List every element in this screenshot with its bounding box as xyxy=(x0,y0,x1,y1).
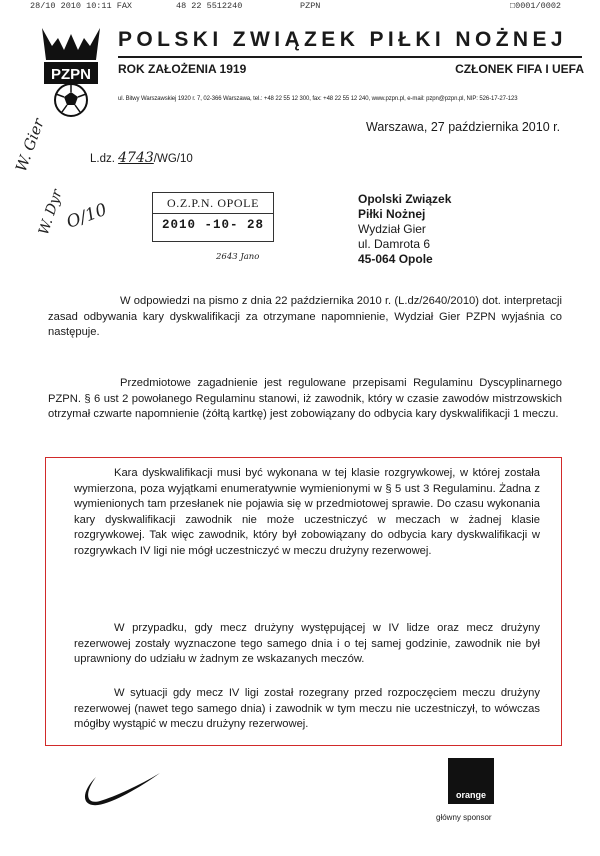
paragraph-2: Przedmiotowe zagadnienie jest regulowane przepisami Regulaminu Dyscyplinarnego PZPN. § 6 ust 2 powołanego Regulaminu stanowi, iż zawodnik, który w czasie zawodów mistrzowskich otrzymał czwarte napomnienie (żółtą kartkę) jest zobowiązany do odbycia kary dyskwalifikacji 1 meczu. xyxy=(48,377,562,421)
org-address: ul. Bitwy Warszawskiej 1920 r. 7, 02-366 Warszawa, tel.: +48 22 55 12 300, fax: +48 22 55 12 240, www.pzpn.pl, e-mail: pzpn@pzpn.pl, NIP: 526-17-27-123 xyxy=(118,96,518,102)
recipient-line-4: ul. Damrota 6 xyxy=(358,237,431,251)
margin-note-1: W. Gier xyxy=(12,116,48,175)
reference-prefix: L.dz. xyxy=(90,153,115,165)
margin-note-2: W. Dyr xyxy=(36,187,66,237)
paragraph-3: Kara dyskwalifikacji musi być wykonana w tej klasie rozgrywkowej, w której została wymierzona, poza wyjątkami enumeratywnie wymienionymi w § 5 ust 3 Regulaminu. Żadna z wymienionych tam przesłanek nie pojawia się w przedmiotowej sprawie. Do czasu wykonania kary dyskwalifikacji zawodnik nie może uczestniczyć w meczach w żadnej klasie rozgrywkowej. Tak więc zawodnik, który był zobowiązany do odbycia kary dyskwalifikacji w rozgrywkach IV ligi nie mógł uczestniczyć w meczu drużyny rezerwowej. xyxy=(74,467,540,557)
reference-number xyxy=(90,150,193,166)
recipient-address xyxy=(358,192,451,267)
recipient-line-5: 45-064 Opole xyxy=(358,252,433,266)
nike-swoosh-logo xyxy=(82,763,162,807)
fax-header xyxy=(0,0,600,12)
received-stamp xyxy=(152,192,274,242)
fax-sender: PZPN xyxy=(300,1,321,11)
recipient-line-1: Opolski Związek xyxy=(358,192,452,206)
paragraph-1: W odpowiedzi na pismo z dnia 22 października 2010 r. (L.dz/2640/2010) dot. interpretacji zasad odbywania kary dyskwalifikacji za otrzymane napomnienie, Wydział Gier PZPN wyjaśnia co następuje. xyxy=(48,295,562,339)
recipient-line-2: Piłki Nożnej xyxy=(358,207,426,221)
pzpn-logo xyxy=(38,24,104,120)
founded-year: ROK ZAŁOŻENIA 1919 xyxy=(118,62,247,76)
stamp-date: 2010 -10- 28 xyxy=(161,218,264,232)
stamp-handwritten-note: 2643 Jano xyxy=(216,252,260,262)
place-date: Warszawa, 27 października 2010 r. xyxy=(366,120,561,134)
logo-text: PZPN xyxy=(50,66,92,83)
orange-logo-label: orange xyxy=(455,790,486,800)
fax-datetime: 28/10 2010 10:11 FAX xyxy=(30,1,133,11)
recipient-line-3: Wydział Gier xyxy=(358,222,426,236)
paragraph-5: W sytuacji gdy mecz IV ligi został rozegrany przed rozpoczęciem meczu drużyny rezerwowej (nawet tego samego dnia) i zawodnik w tym meczu nie uczestniczył, to wówczas mógłby wystąpić w meczu drużyny rezerwowej. xyxy=(74,687,540,731)
fax-number: 48 22 5512240 xyxy=(176,1,243,11)
org-name: POLSKI ZWIĄZEK PIŁKI NOŻNEJ xyxy=(118,28,567,51)
membership: CZŁONEK FIFA I UEFA xyxy=(455,62,584,76)
stamp-title: O.Z.P.N. OPOLE xyxy=(153,196,273,214)
main-sponsor-label: główny sponsor xyxy=(436,813,492,822)
reference-suffix: /WG/10 xyxy=(153,153,193,165)
reference-handwritten-number: 4743 xyxy=(118,150,154,166)
paragraph-4: W przypadku, gdy mecz drużyny występującej w IV lidze oraz mecz drużyny rezerwowej zostały wyznaczone tego samego dnia i o tej samej godzinie, zawodnik nie był uprawniony do udziału w żadnym ze wskazanych meczów. xyxy=(74,622,540,666)
margin-note-3: O/10 xyxy=(64,199,110,233)
fax-page: □0001/0002 xyxy=(510,1,562,11)
header-rule xyxy=(118,56,582,58)
orange-logo xyxy=(448,758,494,804)
